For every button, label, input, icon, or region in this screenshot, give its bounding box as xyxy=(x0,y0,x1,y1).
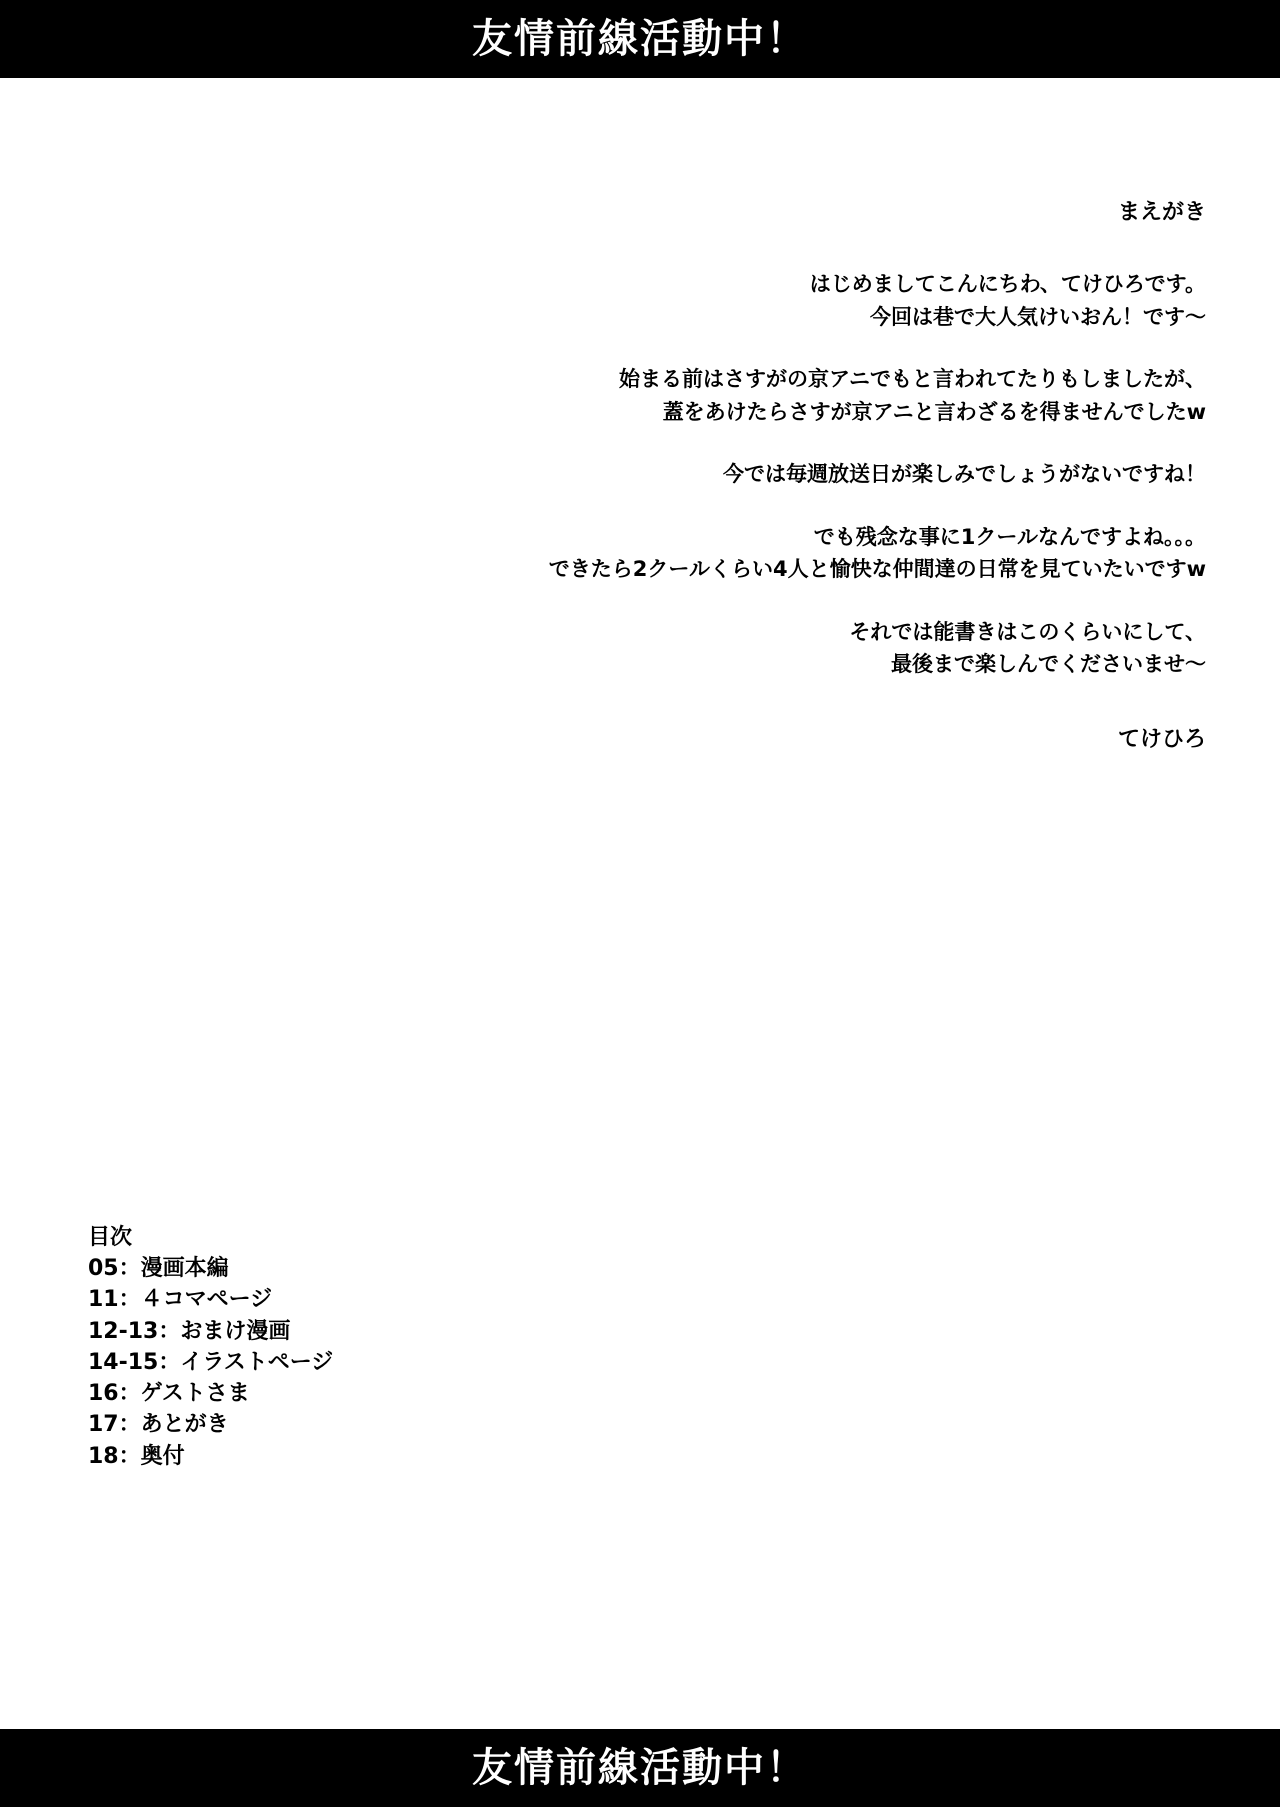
preface-line: 今では毎週放送日が楽しみでしょうがないですね！ xyxy=(723,462,1206,487)
preface-paragraph xyxy=(486,268,1206,333)
preface-paragraph xyxy=(486,616,1206,681)
toc-item: 11：４コマページ xyxy=(88,1287,273,1313)
preface-paragraph xyxy=(486,521,1206,586)
preface-line: でも残念な事に1クールなんですよね。。。 xyxy=(813,524,1206,549)
preface-line: 始まる前はさすがの京アニでもと言われてたりもしましたが、 xyxy=(619,367,1206,392)
doujin-title-bottom: 友情前線活動中！ xyxy=(472,1745,808,1791)
toc-item: 05：漫画本編 xyxy=(88,1256,229,1282)
preface-line: 今回は巷で大人気けいおん！です～ xyxy=(870,304,1206,329)
toc-item: 12-13：おまけ漫画 xyxy=(88,1318,291,1344)
toc-heading: 目次 xyxy=(88,1225,133,1250)
preface-heading: まえがき xyxy=(1117,200,1206,225)
preface-line: はじめましてこんにちわ、てけひろです。 xyxy=(809,272,1206,297)
author-signature: てけひろ xyxy=(1117,727,1206,753)
preface-paragraph xyxy=(486,458,1206,491)
preface-paragraph xyxy=(486,363,1206,428)
doujin-title-top: 友情前線活動中！ xyxy=(472,16,808,62)
toc-item: 17：あとがき xyxy=(88,1412,229,1438)
preface-line: それでは能書きはこのくらいにして、 xyxy=(849,619,1206,644)
preface-line: 最後まで楽しんでくださいませ～ xyxy=(891,652,1206,677)
preface-line: できたら2クールくらい4人と愉快な仲間達の日常を見ていたいですw xyxy=(548,557,1206,582)
preface-section xyxy=(486,196,1206,757)
bottom-title-band xyxy=(0,1729,1280,1807)
top-title-band xyxy=(0,0,1280,78)
table-of-contents xyxy=(88,1222,333,1472)
toc-item: 16：ゲストさま xyxy=(88,1381,250,1407)
toc-item: 14-15：イラストページ xyxy=(88,1349,334,1375)
preface-line: 蓋をあけたらさすが京アニと言わざるを得ませんでしたw xyxy=(662,399,1206,424)
toc-item: 18：奥付 xyxy=(88,1443,185,1469)
